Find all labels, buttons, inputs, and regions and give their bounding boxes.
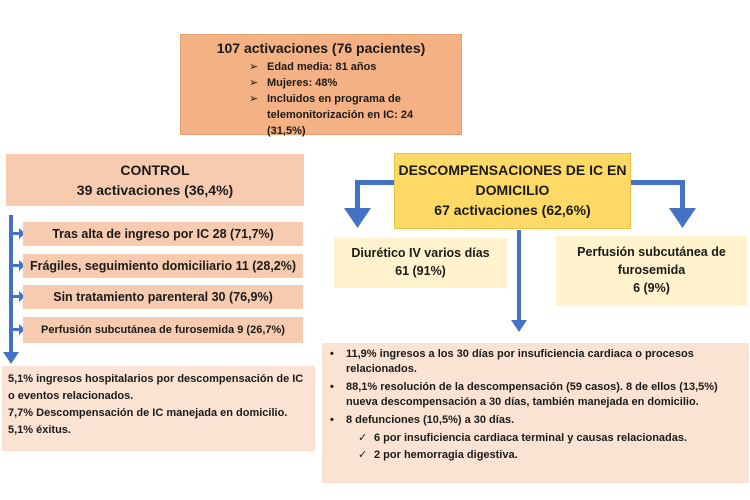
arrow-to-outcomes	[511, 320, 527, 332]
summary-item-telemonitoring: ➢ Incluidos en programa de telemonitorización en IC: 24 (31,5%)	[249, 93, 414, 137]
checkmark-icon: ✓	[358, 432, 368, 444]
diuretico-value: 61 (91%)	[395, 264, 446, 278]
control-item-sin-tratamiento: Sin tratamiento parenteral 30 (76,9%)	[23, 285, 303, 309]
summary-box	[180, 34, 462, 135]
perfusion-label-2: furosemida	[617, 263, 686, 277]
arrow-to-perfusion	[669, 208, 696, 228]
summary-title: 107 activaciones (76 pacientes)	[216, 40, 426, 56]
descomp-subtitle: 67 activaciones (62,6%)	[434, 202, 591, 218]
control-item-alta: Tras alta de ingreso por IC 28 (71,7%)	[23, 222, 303, 246]
descomp-title-line2: DOMICILIO	[475, 182, 550, 198]
descomp-outcome-1: • 11,9% ingresos a los 30 días por insuficiencia cardiaca o procesos relacionados.	[330, 348, 694, 375]
descompensaciones-box	[394, 153, 631, 229]
diuretico-box	[334, 238, 507, 288]
control-outcome-3: 5,1% éxitus.	[8, 424, 71, 436]
arrow-bullet-icon: ➢	[249, 61, 259, 73]
descomp-sub-outcome-1: ✓ 6 por insuficiencia cardiaca terminal y causas relacionadas.	[358, 432, 688, 444]
control-box	[6, 154, 304, 206]
descomp-outcome-3: • 8 defunciones (10,5%) a 30 días.	[330, 414, 515, 426]
descomp-title-line1: DESCOMPENSACIONES DE IC EN	[398, 162, 627, 178]
checkmark-icon: ✓	[358, 449, 368, 461]
control-subtitle: 39 activaciones (36,4%)	[76, 182, 234, 198]
control-down-arrowhead	[3, 352, 19, 364]
bullet-icon: •	[330, 348, 334, 360]
control-item-fragiles: Frágiles, seguimiento domiciliario 11 (28,2%)	[23, 254, 303, 278]
control-outcomes-box	[2, 366, 315, 451]
summary-item-women: ➢ Mujeres: 48%	[249, 77, 338, 89]
descomp-outcomes-box	[322, 343, 749, 483]
control-item-perfusion: Perfusión subcutánea de furosemida 9 (26,7%)	[23, 317, 303, 343]
diuretico-label: Diurético IV varios días	[351, 246, 490, 260]
arrow-bullet-icon: ➢	[249, 77, 259, 89]
arrow-to-diuretico	[344, 208, 371, 228]
descomp-sub-outcome-2: ✓ 2 por hemorragia digestiva.	[358, 449, 518, 461]
control-vertical-line	[9, 215, 13, 353]
control-outcome-2: 7,7% Descompensación de IC manejada en domicilio.	[8, 407, 288, 419]
bullet-icon: •	[330, 381, 334, 393]
perfusion-value: 6 (9%)	[633, 281, 670, 295]
bullet-icon: •	[330, 414, 334, 426]
summary-item-age: ➢ Edad media: 81 años	[249, 61, 377, 73]
control-outcome-1: 5,1% ingresos hospitalarios por descompensación de IC o eventos relacionados.	[8, 373, 304, 402]
perfusion-box	[556, 236, 747, 306]
control-title: CONTROL	[120, 162, 190, 178]
arrow-bullet-icon: ➢	[249, 93, 259, 105]
perfusion-label-1: Perfusión subcutánea de	[577, 245, 726, 259]
summary-list	[249, 59, 453, 139]
descomp-outcome-2: • 88,1% resolución de la descompensación (59 casos). 8 de ellos (13,5%) nueva descompensación a 30 días, también manejada en domicilio.	[330, 381, 718, 408]
